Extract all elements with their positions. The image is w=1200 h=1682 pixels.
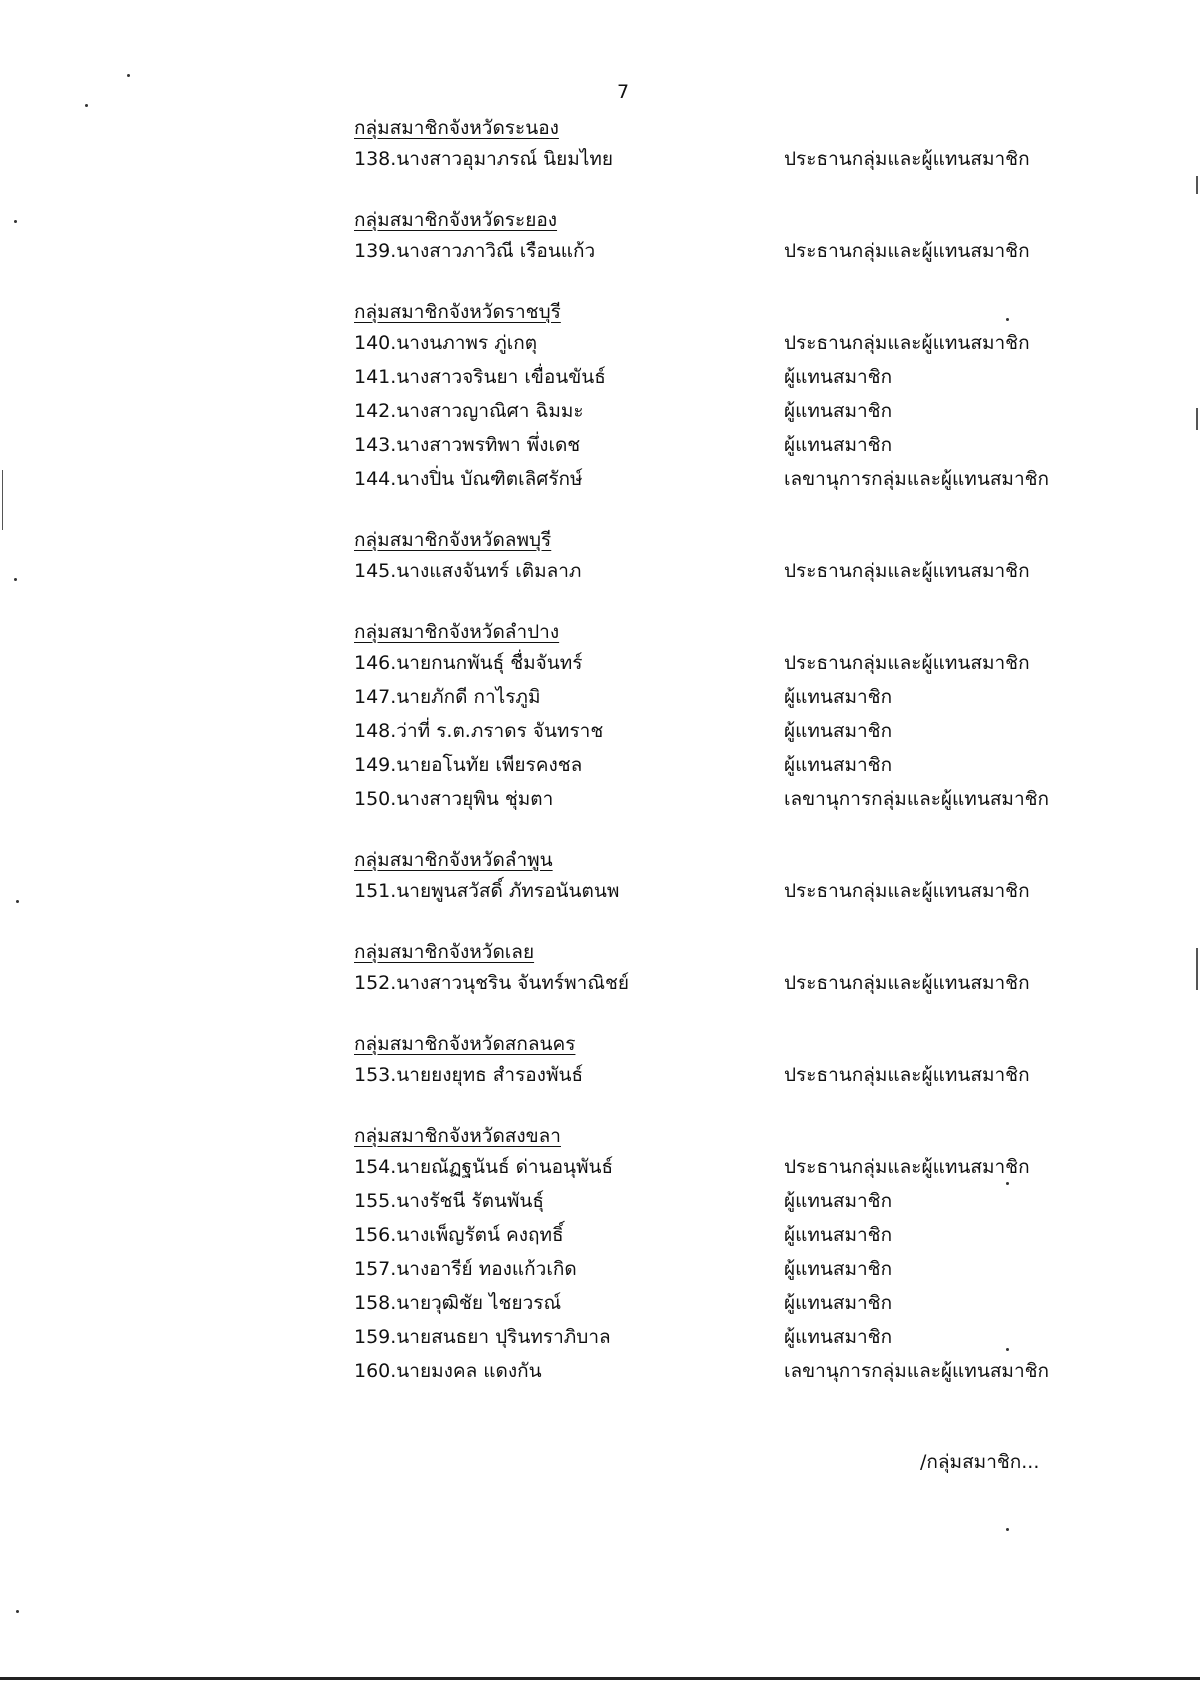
- member-name: 143.นางสาวพรทิพา พึ่งเดช: [354, 434, 581, 456]
- scan-speck: [14, 220, 17, 223]
- member-role: ประธานกลุ่มและผู้แทนสมาชิก: [784, 148, 1030, 170]
- group-loei: [354, 938, 1100, 1000]
- list-item: [354, 1184, 1100, 1218]
- scan-speck: [1006, 318, 1009, 321]
- list-item: [354, 782, 1100, 816]
- member-role: ประธานกลุ่มและผู้แทนสมาชิก: [784, 1156, 1030, 1178]
- scan-bottom-edge: [0, 1677, 1200, 1680]
- member-role: ผู้แทนสมาชิก: [784, 754, 893, 776]
- list-item: [354, 1058, 1100, 1092]
- list-item: [354, 1252, 1100, 1286]
- group-heading: กลุ่มสมาชิกจังหวัดสกลนคร: [354, 1033, 576, 1055]
- member-role: ประธานกลุ่มและผู้แทนสมาชิก: [784, 332, 1030, 354]
- member-role: ประธานกลุ่มและผู้แทนสมาชิก: [784, 880, 1030, 902]
- member-role: ผู้แทนสมาชิก: [784, 686, 893, 708]
- member-role: ผู้แทนสมาชิก: [784, 366, 893, 388]
- member-name: 151.นายพูนสวัสดิ์ ภัทรอนันตนพ: [354, 880, 620, 902]
- group-ranong: [354, 114, 1100, 176]
- scan-speck: [85, 104, 88, 107]
- group-songkhla: [354, 1122, 1100, 1388]
- scan-speck: [16, 900, 19, 903]
- member-name: 155.นางรัชนี รัตนพันธุ์: [354, 1190, 545, 1212]
- list-item: [354, 680, 1100, 714]
- group-heading: กลุ่มสมาชิกจังหวัดลพบุรี: [354, 529, 552, 551]
- member-name: 139.นางสาวภาวิณี เรือนแก้ว: [354, 240, 596, 262]
- member-name: 144.นางปิ่น บัณฑิตเลิศรักษ์: [354, 468, 583, 490]
- member-role: ประธานกลุ่มและผู้แทนสมาชิก: [784, 972, 1030, 994]
- group-ratchaburi: [354, 298, 1100, 496]
- list-item: [354, 142, 1100, 176]
- scan-speck: [127, 74, 130, 77]
- group-heading: กลุ่มสมาชิกจังหวัดลำปาง: [354, 621, 560, 643]
- member-role: ประธานกลุ่มและผู้แทนสมาชิก: [784, 652, 1030, 674]
- group-heading: กลุ่มสมาชิกจังหวัดระนอง: [354, 117, 559, 139]
- group-heading: กลุ่มสมาชิกจังหวัดสงขลา: [354, 1125, 561, 1147]
- member-role: ผู้แทนสมาชิก: [784, 1292, 893, 1314]
- scan-speck: [1006, 1182, 1009, 1185]
- member-role: ผู้แทนสมาชิก: [784, 1224, 893, 1246]
- member-role: ผู้แทนสมาชิก: [784, 720, 893, 742]
- member-name: 154.นายณัฏฐนันธ์ ด่านอนุพันธ์: [354, 1156, 614, 1178]
- member-role: ผู้แทนสมาชิก: [784, 400, 893, 422]
- member-name: 145.นางแสงจันทร์ เติมลาภ: [354, 560, 582, 582]
- list-item: [354, 462, 1100, 496]
- group-heading: กลุ่มสมาชิกจังหวัดลำพูน: [354, 849, 553, 871]
- member-name: 153.นายยงยุทธ สำรองพันธ์: [354, 1064, 584, 1086]
- group-rayong: [354, 206, 1100, 268]
- list-item: [354, 234, 1100, 268]
- member-name: 156.นางเพ็ญรัตน์ คงฤทธิ์: [354, 1224, 564, 1246]
- member-role: เลขานุการกลุ่มและผู้แทนสมาชิก: [784, 468, 1050, 490]
- scan-speck: [1006, 1528, 1009, 1531]
- list-item: [354, 554, 1100, 588]
- list-item: [354, 874, 1100, 908]
- member-name: 158.นายวุฒิชัย ไชยวรณ์: [354, 1292, 562, 1314]
- list-item: [354, 326, 1100, 360]
- member-role: ผู้แทนสมาชิก: [784, 1190, 893, 1212]
- scan-edge-mark: [1196, 408, 1198, 430]
- list-item: [354, 1354, 1100, 1388]
- scan-edge-mark: [1196, 176, 1198, 194]
- member-role: ประธานกลุ่มและผู้แทนสมาชิก: [784, 1064, 1030, 1086]
- member-name: 149.นายอโนทัย เพียรคงชล: [354, 754, 583, 776]
- scan-speck: [14, 578, 17, 581]
- scan-speck: [16, 1610, 19, 1613]
- member-name: 148.ว่าที่ ร.ต.ภราดร จันทราช: [354, 720, 604, 742]
- list-item: [354, 966, 1100, 1000]
- member-name: 140.นางนภาพร ภู่เกตุ: [354, 332, 538, 354]
- member-role: เลขานุการกลุ่มและผู้แทนสมาชิก: [784, 1360, 1050, 1382]
- member-name: 159.นายสนธยา ปุรินทราภิบาล: [354, 1326, 611, 1348]
- page-number: 7: [616, 81, 630, 103]
- member-role: ผู้แทนสมาชิก: [784, 1326, 893, 1348]
- group-heading: กลุ่มสมาชิกจังหวัดราชบุรี: [354, 301, 561, 323]
- member-role: ประธานกลุ่มและผู้แทนสมาชิก: [784, 560, 1030, 582]
- group-lopburi: [354, 526, 1100, 588]
- scan-edge-mark: [1196, 948, 1198, 990]
- member-name: 146.นายกนกพันธุ์ ชื่มจันทร์: [354, 652, 583, 674]
- member-name: 157.นางอารีย์ ทองแก้วเกิด: [354, 1258, 577, 1280]
- list-item: [354, 1286, 1100, 1320]
- member-list: [354, 114, 1100, 1418]
- list-item: [354, 360, 1100, 394]
- scan-speck: [1006, 1348, 1009, 1351]
- list-item: [354, 748, 1100, 782]
- group-lamphun: [354, 846, 1100, 908]
- member-name: 150.นางสาวยุพิน ชุ่มตา: [354, 788, 554, 810]
- list-item: [354, 1150, 1100, 1184]
- list-item: [354, 1320, 1100, 1354]
- list-item: [354, 714, 1100, 748]
- member-name: 152.นางสาวนุชริน จันทร์พาณิชย์: [354, 972, 629, 994]
- list-item: [354, 428, 1100, 462]
- continuation-note: /กลุ่มสมาชิก...: [920, 1451, 1040, 1473]
- scan-edge-mark: [2, 470, 3, 530]
- group-sakon-nakhon: [354, 1030, 1100, 1092]
- list-item: [354, 646, 1100, 680]
- member-role: ประธานกลุ่มและผู้แทนสมาชิก: [784, 240, 1030, 262]
- member-name: 142.นางสาวญาณิศา ฉิมมะ: [354, 400, 584, 422]
- member-name: 141.นางสาวจรินยา เขื่อนขันธ์: [354, 366, 606, 388]
- list-item: [354, 1218, 1100, 1252]
- group-heading: กลุ่มสมาชิกจังหวัดเลย: [354, 941, 535, 963]
- member-name: 147.นายภักดี กาไรภูมิ: [354, 686, 541, 708]
- group-heading: กลุ่มสมาชิกจังหวัดระยอง: [354, 209, 558, 231]
- member-role: ผู้แทนสมาชิก: [784, 434, 893, 456]
- member-role: เลขานุการกลุ่มและผู้แทนสมาชิก: [784, 788, 1050, 810]
- member-role: ผู้แทนสมาชิก: [784, 1258, 893, 1280]
- group-lampang: [354, 618, 1100, 816]
- member-name: 138.นางสาวอุมาภรณ์ นิยมไทย: [354, 148, 614, 170]
- member-name: 160.นายมงคล แดงกัน: [354, 1360, 542, 1382]
- list-item: [354, 394, 1100, 428]
